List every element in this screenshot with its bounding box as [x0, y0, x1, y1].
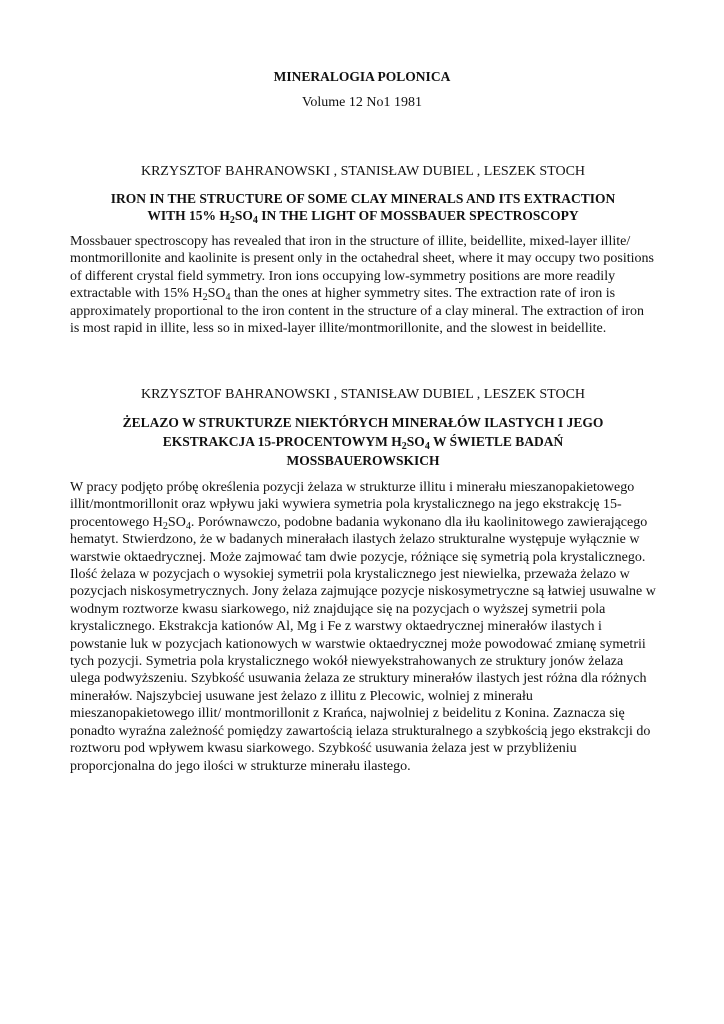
english-abstract: Mossbauer spectroscopy has revealed that iron in the structure of illite, beidellite, mixed-layer illite/ montmorillonite and kaolinite is present only in the octahedral sheet, where it may occupy two positions of different crystal field symmetry. Iron ions occupying low-symmetry positions are more readily extractable with 15% $H_2SO_4$ than the ones at higher symmetry sites. The extraction rate of iron is approximately proportional to the iron content in the structure of a clay mineral. The extraction of iron is most rapid in illite, less so in mixed-layer illite/montmorillonite, and the slowest in beidellite. — [70, 234, 654, 337]
polish-article — [70, 387, 656, 775]
polish-title-line3: MOSSBAUEROWSKICH — [286, 453, 440, 468]
english-title — [70, 190, 656, 224]
english-title-line2: WITH 15% $H_2SO_4$ IN THE LIGHT OF MOSSBAUER SPECTROSCOPY — [147, 208, 579, 226]
english-title-line1: IRON IN THE STRUCTURE OF SOME CLAY MINERALS AND ITS EXTRACTION — [110, 191, 616, 206]
polish-title — [70, 413, 656, 470]
english-article — [70, 164, 656, 337]
journal-volume: Volume 12 No1 1981 — [302, 95, 422, 110]
english-authors: KRZYSZTOF BAHRANOWSKI , STANISŁAW DUBIEL , LESZEK STOCH — [140, 164, 586, 179]
polish-title-line1: ŻELAZO W STRUKTURZE NIEKTÓRYCH MINERAŁÓW ILASTYCH I JEGO — [122, 415, 604, 430]
polish-abstract: W pracy podjęto próbę określenia pozycji żelaza w strukturze illitu i minerału mieszanopakietowego illit/montmorillonit oraz wpływu jaki wywiera symetria pola krystalicznego na jego ekstrakcję 15-procentowego $H_2SO_4$. Porównawczo, podobne badania wykonano dla iłu kaolinitowego zawierającego hematyt. Stwierdzono, że w badanych minerałach ilastych żelazo strukturalne występuje wyłącznie w warstwie oktaedrycznej. Może zajmować tam dwie pozycje, różniące się symetrią pola krystalicznego. Ilość żelaza w pozycjach o wysokiej symetrii pola krystalicznego jest niewielka, przeważa żelazo w pozycjach niskosymetrycznych. Jony żelaza zajmujące pozycje niskosymetryczne są łatwiej usuwalne w wodnym roztworze kwasu siarkowego, niż znajdujące się na pozycjach o wyższej symetrii pola krystalicznego. Ekstrakcja kationów Al, Mg i Fe z warstwy oktaedrycznej minerałów ilastych i powstanie luk w pozycjach kationowych w warstwie oktaedrycznej może powodować zmianę symetrii tych pozycji. Symetria pola krystalicznego wokół niewyekstrahowanych ze struktury jonów żelaza ulega podwyższeniu. Szybkość usuwania żelaza ze struktury minerałów ilastych jest różna dla różnych minerałów. Najszybciej usuwane jest żelazo z illitu z Plecowic, wolniej z minerału mieszanopakietowego illit/ montmorillonit z Krańca, najwolniej z beidelitu z Konina. Zaznacza się ponadto wyraźna zależność pomiędzy zawartością ielaza strukturalnego a szybkością jego ekstrakcji do roztworu pod wpływem kwasu siarkowego. Szybkość usuwania żelaza jest w przybliżeniu proporcjonalna do jego ilości w strukturze minerału ilastego. — [70, 480, 656, 774]
polish-title-line2: EKSTRAKCJA 15-PROCENTOWYM $H_2SO_4$ W ŚWIETLE BADAŃ — [162, 434, 564, 452]
journal-name: MINERALOGIA POLONICA — [273, 69, 451, 84]
polish-authors: KRZYSZTOF BAHRANOWSKI , STANISŁAW DUBIEL , LESZEK STOCH — [140, 387, 586, 402]
